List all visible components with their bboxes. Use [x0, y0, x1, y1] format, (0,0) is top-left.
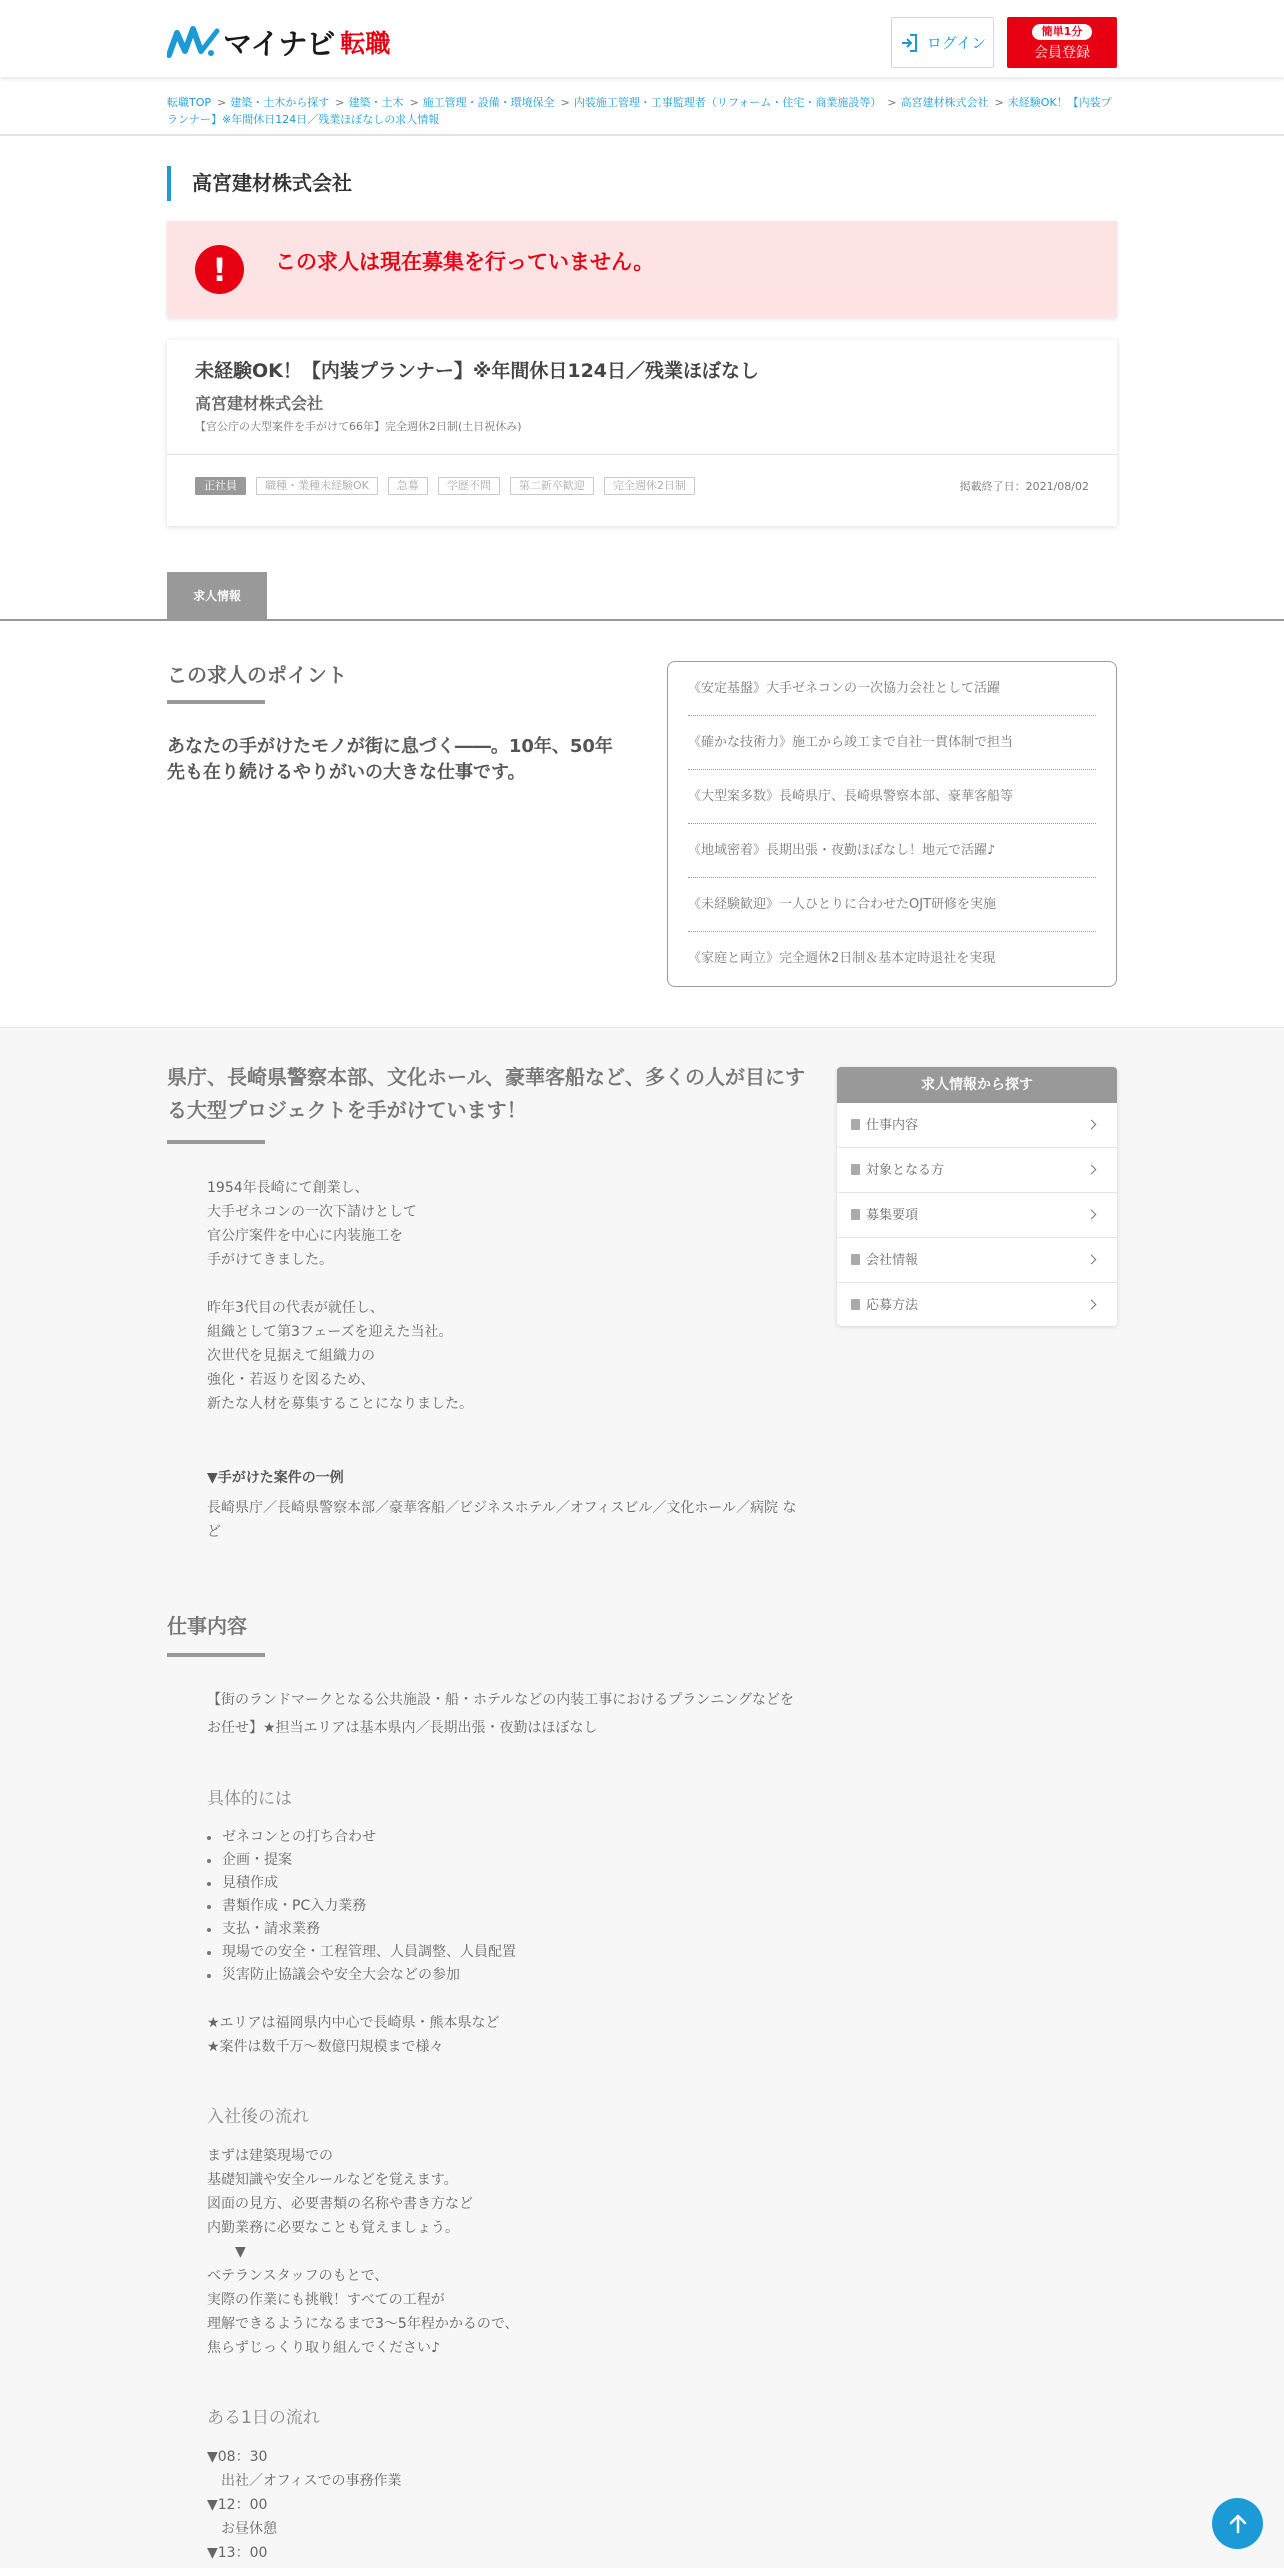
tag-employment-type: 正社員: [195, 477, 246, 495]
posting-end-date: 掲載終了日：2021/08/02: [959, 480, 1089, 493]
chevron-right-icon: [1087, 1120, 1097, 1130]
list-item: 企画・提案: [207, 1849, 516, 1872]
side-nav-item-requirements[interactable]: 募集要項: [837, 1193, 1117, 1238]
breadcrumb-item[interactable]: 転職TOP: [167, 96, 212, 109]
chevron-right-icon: [1087, 1165, 1097, 1175]
job-catch: 【官公庁の大型案件を手がけて66年】完全週休2日制(土日祝休み): [195, 420, 522, 433]
side-nav-item-work[interactable]: 仕事内容: [837, 1103, 1117, 1148]
heading-underline: [167, 1140, 265, 1144]
points-heading: この求人のポイント: [167, 663, 347, 687]
register-pill: 簡単1分: [1032, 24, 1093, 40]
job-info-side-nav: [837, 1067, 1117, 1326]
list-item: 現場での安全・工程管理、人員調整、人員配置: [207, 1941, 516, 1964]
site-header: [0, 0, 1284, 77]
register-button[interactable]: [1007, 17, 1117, 68]
flow-heading: 入社後の流れ: [207, 2107, 309, 2127]
tag: 急募: [388, 477, 428, 495]
work-heading: 仕事内容: [167, 1614, 247, 1638]
flow-text: まずは建築現場での 基礎知識や安全ルールなどを覚えます。 図面の見方、必要書類の名称や書き方など 内勤業務に必要なことも覚えましょう。 ▼ ベテランスタッフのもとで、 実際の作業にも挑戦！すべての工程が 理解できるようになるまで3～5年程かかるので、 焦らずじっくり取り組んでください♪: [207, 2148, 519, 2356]
chevron-right-icon: [1087, 1300, 1097, 1310]
tag: 学歴不問: [438, 477, 500, 495]
logo-mark-icon: [167, 25, 221, 59]
exclamation-icon: !: [195, 245, 244, 294]
breadcrumb: 転職TOP > 建築・土木から探す > 建築・土木 > 施工管理・設備・環境保全 > 内装施工管理・工事監理者（リフォーム・住宅・商業施設等） > 高宮建材株式会社 > 未経験OK！【内装プランナー】※年間休日124日／残業ほぼなしの求人情報: [167, 96, 1112, 126]
breadcrumb-divider: [0, 134, 1284, 136]
task-list: [207, 1826, 516, 1987]
login-label: ログイン: [926, 34, 987, 52]
logo-sub: 転職: [340, 29, 391, 58]
breadcrumb-item[interactable]: 建築・土木: [348, 96, 404, 109]
area-notes: ★エリアは福岡県内中心で長崎県・熊本県など ★案件は数千万～数億円規模まで様々: [207, 2015, 500, 2055]
breadcrumb-item[interactable]: 施工管理・設備・環境保全: [422, 96, 555, 109]
list-item: ゼネコンとの打ち合わせ: [207, 1826, 516, 1849]
job-title: 未経験OK！【内装プランナー】※年間休日124日／残業ほぼなし: [195, 360, 760, 382]
job-summary-card: [167, 340, 1117, 526]
day-schedule: ▼08：30 出社／オフィスでの事務作業 ▼12：00 お昼休憩 ▼13：00: [207, 2449, 402, 2561]
work-summary: 【街のランドマークとなる公共施設・船・ホテルなどの内装工事におけるプランニングなどをお任せ】★担当エリアは基本県内／長期出張・夜勤はほぼなし: [207, 1692, 795, 1736]
points-list: [667, 661, 1117, 987]
list-item: 災害防止協議会や安全大会などの参加: [207, 1964, 516, 1987]
list-item: 見積作成: [207, 1872, 516, 1895]
arrow-up-icon: [1227, 2513, 1249, 2535]
point-item: 《未経験歓迎》一人ひとりに合わせたOJT研修を実施: [688, 878, 1096, 932]
breadcrumb-item[interactable]: 建築・土木から探す: [230, 96, 330, 109]
side-nav-item-company[interactable]: 会社情報: [837, 1238, 1117, 1283]
list-item: 書類作成・PC入力業務: [207, 1895, 516, 1918]
document-icon: [851, 1209, 860, 1220]
job-tags: [195, 477, 705, 495]
tab-job-info[interactable]: 求人情報: [167, 572, 267, 620]
intro-paragraph-1: 1954年長崎にて創業し、 大手ゼネコンの一次下請けとして 官公庁案件を中心に内装施工を 手がけてきました。: [207, 1180, 417, 1268]
side-nav-item-target[interactable]: 対象となる方: [837, 1148, 1117, 1193]
side-nav-item-apply[interactable]: 応募方法: [837, 1283, 1117, 1326]
chevron-right-icon: [1087, 1255, 1097, 1265]
points-lead: あなたの手がけたモノが街に息づく――。10年、50年先も在り続けるやりがいの大きな仕事です。: [167, 736, 613, 783]
logo-text: マイナビ: [223, 26, 335, 61]
breadcrumb-item[interactable]: 高宮建材株式会社: [900, 96, 989, 109]
document-icon: [851, 1299, 860, 1310]
login-button[interactable]: [891, 17, 994, 68]
list-item: 支払・請求業務: [207, 1918, 516, 1941]
document-icon: [851, 1164, 860, 1175]
day-heading: ある1日の流れ: [207, 2408, 320, 2428]
point-item: 《安定基盤》大手ゼネコンの一次協力会社として活躍: [688, 662, 1096, 716]
job-company: 高宮建材株式会社: [195, 394, 324, 413]
register-label: 会員登録: [1034, 45, 1090, 61]
chevron-right-icon: [1087, 1210, 1097, 1220]
intro-paragraph-2: 昨年3代目の代表が就任し、 組織として第3フェーズを迎えた当社。 次世代を見据えて組織力の 強化・若返りを図るため、 新たな人材を募集することになりました。: [207, 1300, 473, 1412]
side-nav-heading: 求人情報から探す: [837, 1067, 1117, 1103]
tag: 職種・業種未経験OK: [256, 477, 378, 495]
point-item: 《確かな技術力》施工から竣工まで自社一貫体制で担当: [688, 716, 1096, 770]
intro-heading: 県庁、長崎県警察本部、文化ホール、豪華客船など、多くの人が目にする大型プロジェクトを手がけています！: [167, 1065, 805, 1122]
divider: [167, 454, 1117, 455]
document-icon: [851, 1254, 860, 1265]
login-arrow-icon: [899, 33, 919, 53]
cases-text: 長崎県庁／長崎県警察本部／豪華客船／ビジネスホテル／オフィスビル／文化ホール／病院 など: [207, 1500, 797, 1540]
closed-alert: [167, 221, 1117, 318]
cases-title: ▼手がけた案件の一例: [207, 1470, 344, 1486]
company-title: 高宮建材株式会社: [167, 166, 352, 201]
tag: 第二新卒歓迎: [510, 477, 594, 495]
point-item: 《大型案多数》長崎県庁、長崎県警察本部、豪華客船等: [688, 770, 1096, 824]
heading-underline: [167, 700, 265, 704]
alert-text: この求人は現在募集を行っていません。: [275, 249, 655, 274]
site-logo[interactable]: [167, 22, 390, 62]
breadcrumb-item[interactable]: 未経験OK！【内装プランナー】※年間休日124日／残業ほぼなしの求人情報: [167, 96, 1112, 126]
point-item: 《地域密着》長期出張・夜勤ほぼなし！地元で活躍♪: [688, 824, 1096, 878]
breadcrumb-item[interactable]: 内装施工管理・工事監理者（リフォーム・住宅・商業施設等）: [573, 96, 882, 109]
tag: 完全週休2日制: [604, 477, 695, 495]
tab-divider: [0, 619, 1284, 621]
heading-underline: [167, 1653, 265, 1657]
point-item: 《家庭と両立》完全週休2日制＆基本定時退社を実現: [688, 951, 996, 966]
document-icon: [851, 1119, 860, 1130]
concrete-heading: 具体的には: [207, 1789, 292, 1809]
scroll-top-button[interactable]: [1212, 2498, 1263, 2549]
